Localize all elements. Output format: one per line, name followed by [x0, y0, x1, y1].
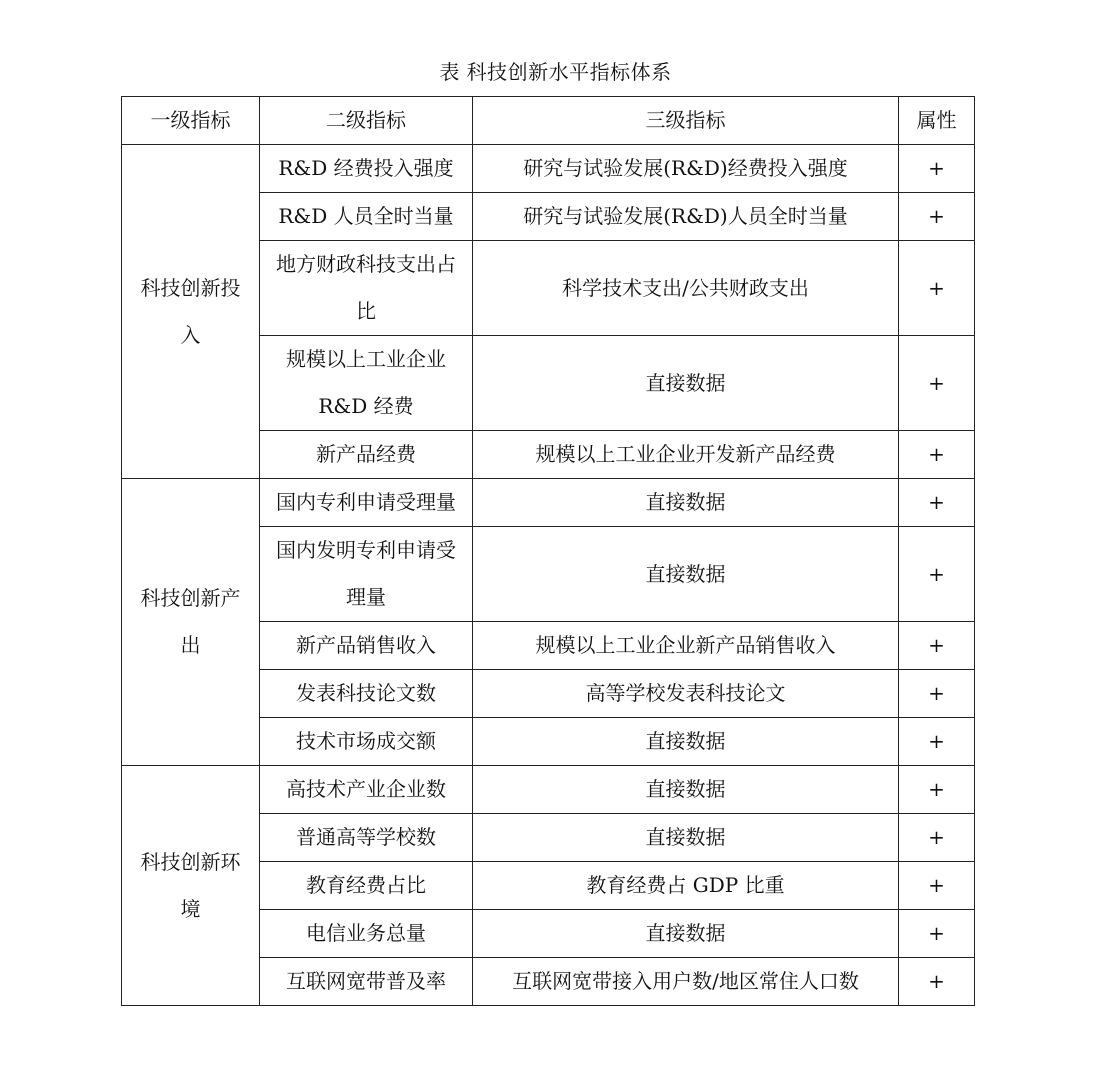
level1-label-line: 科技创新环 — [140, 849, 241, 874]
level2-label-line: 比 — [356, 299, 376, 323]
table-body — [122, 145, 975, 1006]
table-caption: 表 科技创新水平指标体系 — [439, 60, 672, 84]
attribute-cell: + — [899, 336, 975, 431]
level2-cell — [260, 527, 473, 622]
level2-cell — [260, 241, 473, 336]
level2-cell — [260, 862, 473, 910]
level1-cell — [122, 766, 260, 1006]
level2-label-line: 教育经费占比 — [306, 873, 426, 897]
level2-cell — [260, 145, 473, 193]
level1-label-line: 境 — [180, 896, 201, 921]
level2-cell — [260, 766, 473, 814]
attribute-cell: + — [899, 527, 975, 622]
header-level3: 三级指标 — [473, 97, 899, 145]
attribute-cell: + — [899, 479, 975, 527]
level3-cell: 教育经费占 GDP 比重 — [473, 862, 899, 910]
table-row — [122, 479, 975, 527]
level2-cell — [260, 814, 473, 862]
level2-cell — [260, 336, 473, 431]
level3-cell: 直接数据 — [473, 766, 899, 814]
level2-cell — [260, 670, 473, 718]
indicator-table — [121, 96, 975, 1006]
level3-cell: 直接数据 — [473, 814, 899, 862]
attribute-cell: + — [899, 622, 975, 670]
level2-label-line: R&D 经费投入强度 — [278, 156, 454, 180]
level3-cell: 研究与试验发展(R&D)人员全时当量 — [473, 193, 899, 241]
level2-label-line: 互联网宽带普及率 — [286, 969, 446, 993]
attribute-cell: + — [899, 241, 975, 336]
attribute-cell: + — [899, 814, 975, 862]
level2-label-line: 国内专利申请受理量 — [276, 490, 456, 514]
level2-label-line: 高技术产业企业数 — [286, 777, 446, 801]
table-row — [122, 145, 975, 193]
level3-cell: 互联网宽带接入用户数/地区常住人口数 — [473, 958, 899, 1006]
level1-label-line: 出 — [180, 633, 201, 657]
attribute-cell: + — [899, 718, 975, 766]
level2-cell — [260, 910, 473, 958]
level2-label-line: R&D 人员全时当量 — [278, 204, 454, 228]
level2-label-line: 国内发明专利申请受 — [276, 538, 456, 562]
header-row — [122, 97, 975, 145]
level3-cell: 直接数据 — [473, 527, 899, 622]
level1-cell — [122, 479, 260, 766]
level2-cell — [260, 958, 473, 1006]
attribute-cell: + — [899, 193, 975, 241]
level2-label-line: R&D 经费 — [318, 394, 414, 418]
table-row — [122, 766, 975, 814]
level3-cell: 高等学校发表科技论文 — [473, 670, 899, 718]
level3-cell: 研究与试验发展(R&D)经费投入强度 — [473, 145, 899, 193]
attribute-cell: + — [899, 958, 975, 1006]
level2-label-line: 理量 — [346, 585, 386, 609]
level3-cell: 直接数据 — [473, 718, 899, 766]
level3-cell: 直接数据 — [473, 336, 899, 431]
level2-label-line: 技术市场成交额 — [296, 729, 436, 753]
level1-label-line: 科技创新投 — [140, 275, 241, 300]
level2-cell — [260, 479, 473, 527]
level2-cell — [260, 622, 473, 670]
level1-label-line: 入 — [180, 322, 201, 347]
header-attribute: 属性 — [899, 97, 975, 145]
level3-cell: 规模以上工业企业新产品销售收入 — [473, 622, 899, 670]
level2-label-line: 发表科技论文数 — [296, 681, 436, 705]
level3-cell: 直接数据 — [473, 479, 899, 527]
level3-cell: 直接数据 — [473, 910, 899, 958]
header-level2: 二级指标 — [260, 97, 473, 145]
level2-cell — [260, 193, 473, 241]
header-level1: 一级指标 — [122, 97, 260, 145]
level2-label-line: 新产品经费 — [316, 442, 416, 466]
level2-label-line: 新产品销售收入 — [296, 633, 436, 657]
level1-cell — [122, 145, 260, 479]
level3-cell: 规模以上工业企业开发新产品经费 — [473, 431, 899, 479]
attribute-cell: + — [899, 862, 975, 910]
attribute-cell: + — [899, 670, 975, 718]
level2-label-line: 地方财政科技支出占 — [276, 252, 456, 276]
level3-cell: 科学技术支出/公共财政支出 — [473, 241, 899, 336]
level2-label-line: 普通高等学校数 — [296, 825, 436, 849]
attribute-cell: + — [899, 145, 975, 193]
attribute-cell: + — [899, 910, 975, 958]
level2-cell — [260, 718, 473, 766]
level1-label-line: 科技创新产 — [140, 586, 241, 610]
level2-label-line: 电信业务总量 — [306, 921, 426, 945]
level2-label-line: 规模以上工业企业 — [286, 347, 446, 371]
level2-cell — [260, 431, 473, 479]
attribute-cell: + — [899, 766, 975, 814]
attribute-cell: + — [899, 431, 975, 479]
